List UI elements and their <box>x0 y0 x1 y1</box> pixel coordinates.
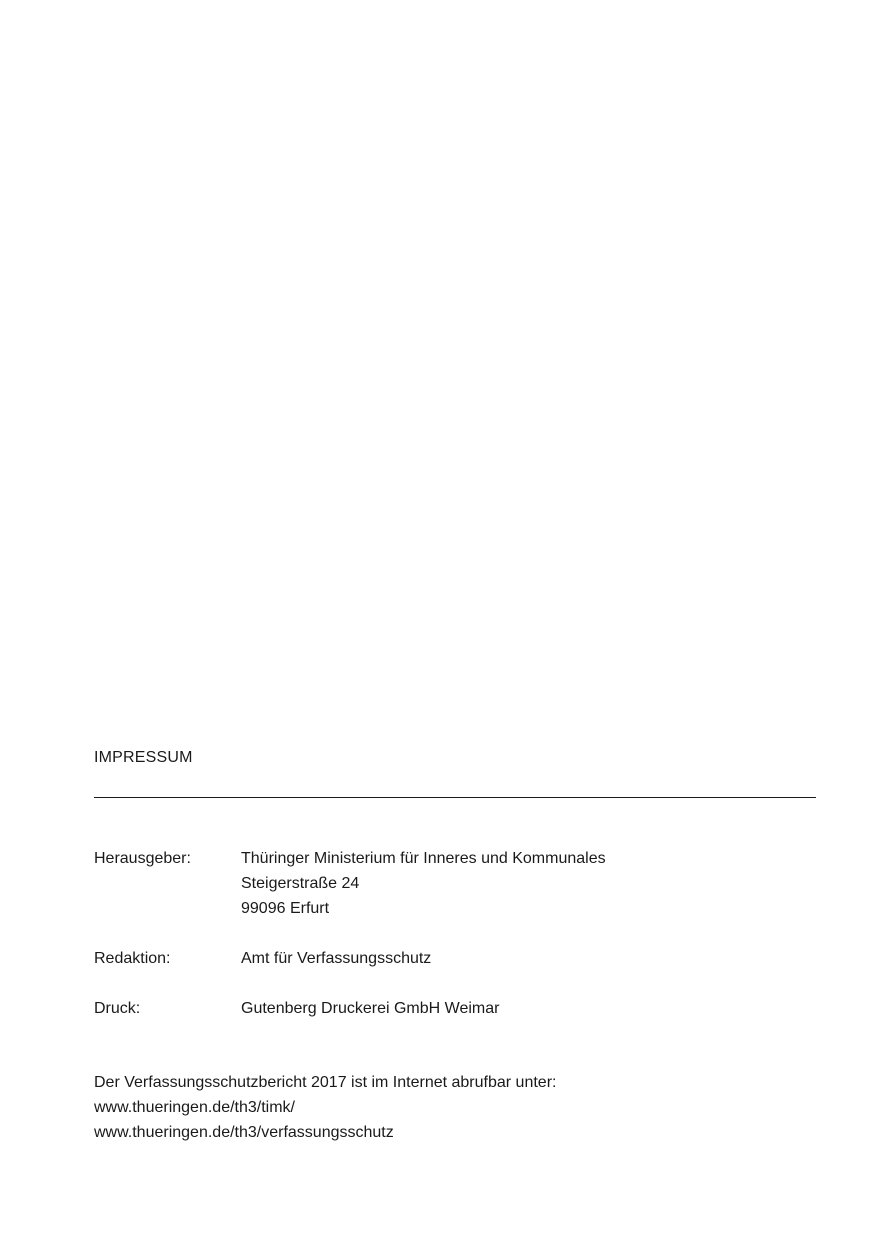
editor-value: Amt für Verfassungsschutz <box>241 950 432 967</box>
publisher-name: Thüringer Ministerium für Inneres und Kommunales <box>241 850 606 867</box>
publisher-street: Steigerstraße 24 <box>241 875 360 892</box>
publisher-label: Herausgeber: <box>94 850 191 867</box>
page-title: IMPRESSUM <box>94 749 193 766</box>
publisher-address <box>241 846 606 921</box>
online-availability <box>94 1070 556 1145</box>
publisher-city: 99096 Erfurt <box>241 900 330 917</box>
link-verfassungsschutz[interactable]: www.thueringen.de/th3/verfassungsschutz <box>94 1124 394 1141</box>
divider-line <box>94 797 816 798</box>
online-intro-text: Der Verfassungsschutzbericht 2017 ist im Internet abrufbar unter: <box>94 1074 557 1091</box>
print-label: Druck: <box>94 1000 141 1017</box>
link-timk[interactable]: www.thueringen.de/th3/timk/ <box>94 1099 295 1116</box>
print-value: Gutenberg Druckerei GmbH Weimar <box>241 1000 500 1017</box>
editor-label: Redaktion: <box>94 950 171 967</box>
